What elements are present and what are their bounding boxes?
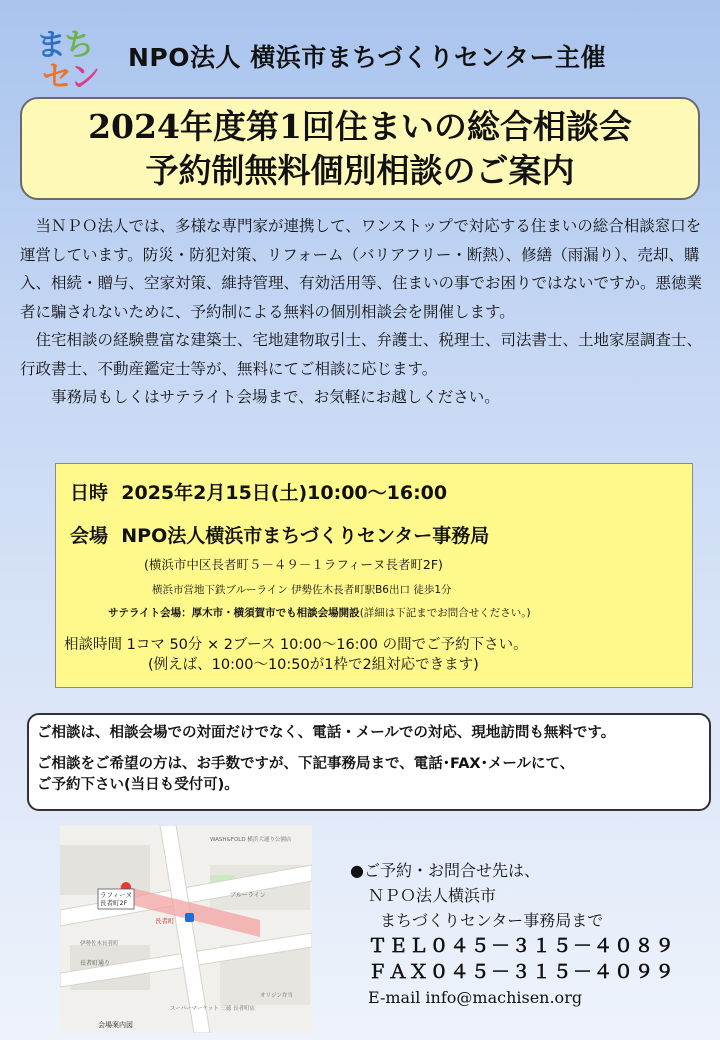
consultation-hours [64,635,528,675]
date-label: 日時 [70,482,109,504]
map-poi-1: WASH&FOLD 横浜大通り公園店 [210,837,292,843]
logo-char-ma: ま [36,28,64,63]
notice-line-1: ご相談は、相談会場での対面だけでなく、電話・メールでの対応、現地訪問も無料です。 [37,725,616,741]
map-caption: 会場案内図 [98,1021,133,1029]
logo-char-chi: ち [64,28,92,63]
date-value: 2025年2月15日(土)10:00～16:00 [121,482,448,504]
map-station-label: 長者町 [155,917,175,925]
contact-email[interactable]: E-mail info@machisen.org [368,988,583,1007]
venue-label: 会場 [70,525,109,547]
satellite-note: (詳細は下記までお問合せください。) [359,607,531,619]
notice-line-2: ご相談をご希望の方は、お手数ですが、下記事務局まで、電話･FAX･メールにて、 [37,756,575,772]
logo-char-n: ン [70,60,98,95]
map-poi-3: オリジン弁当 [260,993,293,999]
intro-paragraph-2: 住宅相談の経験豊富な建築士、宅地建物取引士、弁護士、税理士、司法書士、土地家屋調査士、行政書士、不動産鑑定士等が、無料にてご相談に応じます。 [20,331,703,378]
title-banner [20,97,700,200]
contact-info [350,858,676,1010]
intro-paragraph-1: 当ＮＰＯ法人では、多様な専門家が連携して、ワンストップで対応する住まいの総合相談窓口を運営しています。防災・防犯対策、リフォーム（バリアフリー・断熱）、修繕（雨漏り）、売却、購入、相続・贈与、空家対策、維持管理、有効活用等、住まいの事でお困りではないですか。悪徳業者に騙されないために、予約制による無料の個別相談会を開催します。 [20,217,703,321]
hours-line-2: (例えば、10:00～10:50が1枠で2組対応できます) [148,657,479,673]
satellite-label: サテライト会場：厚木市・横須賀市でも相談会場開設 [108,607,360,619]
machisen-logo [36,20,126,95]
venue-address: (横浜市中区長者町５－４９－１ラフィーヌ長者町2F) [144,557,443,572]
venue-row [70,521,489,548]
intro-paragraph-3: 事務局もしくはサテライト会場まで、お気軽にお越しください。 [51,388,500,406]
contact-line-3: まちづくりセンター事務局まで [380,911,604,930]
contact-line-1: ●ご予約・お問合せ先は、 [350,861,540,880]
date-row [70,478,447,505]
notice-line-3: ご予約下さい(当日も受付可)。 [37,777,239,793]
map-poi-2: スーパーマーケット 三徳 長者町店 [170,1006,256,1012]
map-street-2: 長者町通り [80,960,111,967]
intro-text [20,212,704,412]
map-street-1: ブルーライン [230,892,266,899]
title-line-1: 2024年度第1回住まいの総合相談会 [88,107,632,146]
map-venue-label-2: 長者町2F [100,899,128,907]
map-poi-4: 伊勢佐木長者町 [80,941,119,947]
logo-char-se: セ [42,60,70,95]
title-line-2: 予約制無料個別相談のご案内 [145,151,575,190]
notice-box [27,713,711,811]
hours-line-1: 相談時間 1コマ 50分 × 2ブース 10:00～16:00 の間でご予約下さい。 [64,637,528,653]
satellite-venues [108,605,531,620]
contact-fax: ＦＡＸ０４５－３１５－４０９９ [368,961,676,983]
access-directions: 横浜市営地下鉄ブルーライン 伊勢佐木長者町駅B6出口 徒歩1分 [152,584,452,596]
contact-line-2: ＮＰＯ法人横浜市 [368,886,497,905]
venue-map [60,825,312,1033]
map-venue-label-1: ラフィーヌ [100,891,132,899]
contact-tel[interactable]: ＴＥＬ０４５－３１５－４０８９ [368,935,676,957]
organizer-heading: NPO法人 横浜市まちづくりセンター主催 [128,43,606,72]
venue-value: NPO法人横浜市まちづくりセンター事務局 [121,525,490,547]
map-drawing [60,825,312,1033]
event-details-box [55,463,693,688]
